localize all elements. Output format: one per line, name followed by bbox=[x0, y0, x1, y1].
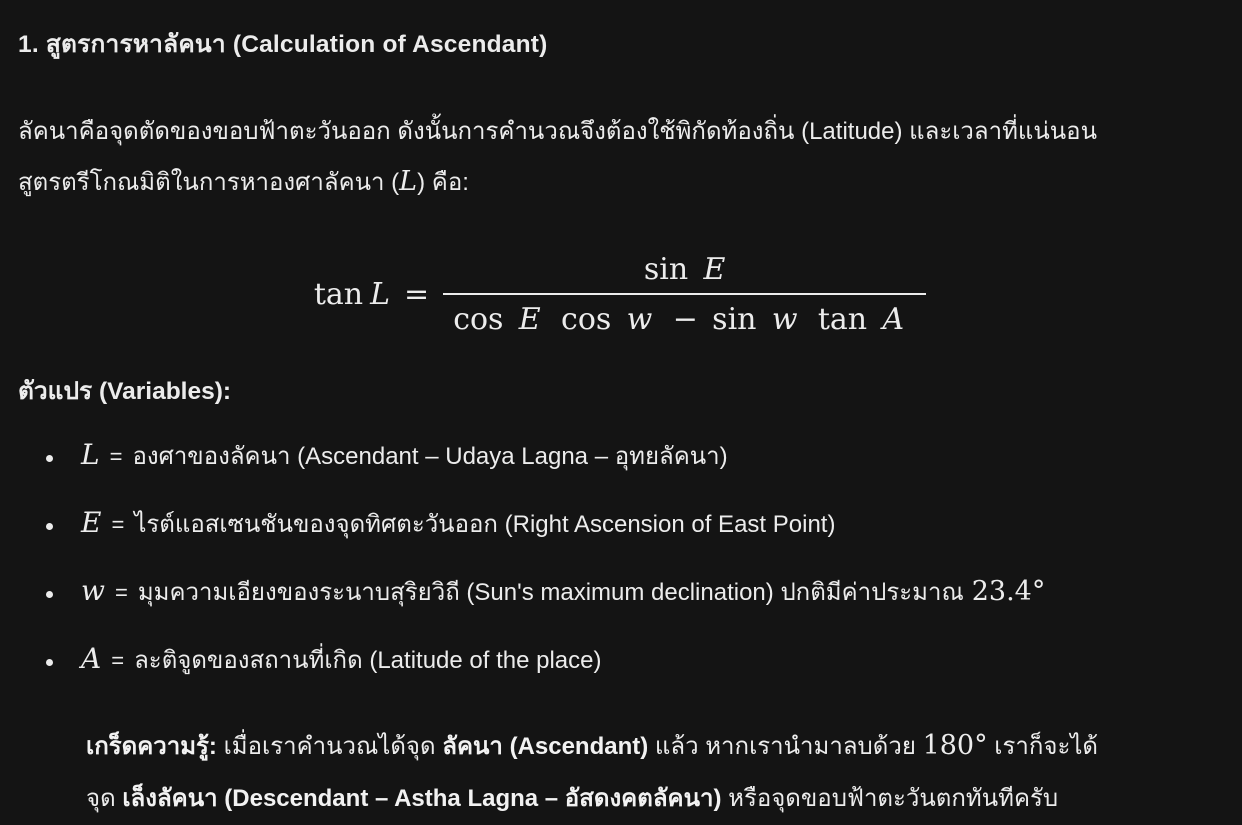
list-item-L bbox=[18, 440, 1222, 472]
note-bold-ascendant: ลัคนา (Ascendant) bbox=[442, 733, 649, 760]
equals-sign: = bbox=[404, 277, 430, 312]
math-fn-cos: cos bbox=[561, 302, 612, 337]
list-item-E bbox=[18, 508, 1222, 540]
math-var-E: E bbox=[518, 302, 541, 337]
variable-description: ละติจูดของสถานที่เกิด (Latitude of the place) bbox=[134, 647, 602, 674]
fraction-denominator bbox=[443, 295, 926, 337]
variable-description: มุมความเอียงของระนาบสุริยวิถี (Sun's maximum declination) ปกติมีค่าประมาณ bbox=[137, 579, 964, 606]
note-text: จุด bbox=[86, 785, 123, 812]
note-text: แล้ว หากเรานำมาลบด้วย bbox=[648, 733, 923, 760]
minus-sign: − bbox=[672, 302, 698, 337]
equals-sign: = bbox=[109, 444, 123, 469]
variables-list bbox=[18, 440, 1222, 676]
variable-description: ไรต์แอสเซนชันของจุดทิศตะวันออก (Right Ascension of East Point) bbox=[134, 511, 836, 538]
math-var-w: w bbox=[626, 302, 653, 337]
fraction bbox=[443, 252, 926, 337]
math-fn-tan: tan bbox=[313, 277, 364, 312]
equals-sign: = bbox=[111, 648, 125, 673]
formula-lhs bbox=[314, 277, 390, 312]
bullet-icon bbox=[46, 523, 53, 530]
math-fn-sin: sin bbox=[643, 252, 689, 287]
math-value-23-4-deg: 23.4° bbox=[971, 576, 1046, 607]
bullet-icon bbox=[46, 455, 53, 462]
math-var-L: L bbox=[81, 438, 100, 471]
note-bold-descendant: เล็งลัคนา (Descendant – Astha Lagna – อัสดงคตลัคนา) bbox=[122, 785, 722, 812]
math-var-w: w bbox=[771, 302, 798, 337]
math-fn-cos: cos bbox=[453, 302, 504, 337]
math-value-180-deg: 180° bbox=[922, 730, 988, 761]
note-label: เกร็ดความรู้: bbox=[86, 733, 217, 760]
list-item-w bbox=[18, 576, 1222, 608]
math-var-A: A bbox=[882, 302, 905, 337]
note-text: เราก็จะได้ bbox=[987, 733, 1098, 760]
list-item-A bbox=[18, 644, 1222, 676]
section-heading: 1. สูตรการหาลัคนา (Calculation of Ascendant) bbox=[18, 31, 548, 58]
intro-line2-suffix: ) คือ: bbox=[417, 169, 469, 196]
math-var-w: w bbox=[81, 574, 105, 607]
intro-line1: ลัคนาคือจุดตัดของขอบฟ้าตะวันออก ดังนั้นการคำนวณจึงต้องใช้พิกัดท้องถิ่น (Latitude) และเวลาที่แน่นอน bbox=[18, 118, 1097, 145]
math-var-L: L bbox=[399, 166, 418, 197]
equals-sign: = bbox=[114, 580, 128, 605]
math-var-A: A bbox=[81, 642, 102, 675]
math-var-E: E bbox=[703, 252, 726, 287]
intro-paragraph bbox=[18, 107, 1222, 208]
math-fn-sin: sin bbox=[712, 302, 757, 337]
equals-sign: = bbox=[111, 512, 125, 537]
variables-heading: ตัวแปร (Variables): bbox=[18, 378, 232, 405]
note-text: หรือจุดขอบฟ้าตะวันตกทันทีครับ bbox=[721, 785, 1059, 812]
ascendant-formula bbox=[18, 252, 1222, 337]
variable-description: องศาของลัคนา (Ascendant – Udaya Lagna – อุทยลัคนา) bbox=[132, 443, 728, 470]
fraction-numerator bbox=[634, 252, 736, 293]
bullet-icon bbox=[46, 659, 53, 666]
math-fn-tan: tan bbox=[817, 302, 868, 337]
intro-line2-prefix: สูตรตรีโกณมิติในการหาองศาลัคนา ( bbox=[18, 169, 400, 196]
bullet-icon bbox=[46, 591, 53, 598]
math-var-E: E bbox=[81, 506, 102, 539]
math-var-L: L bbox=[370, 277, 391, 312]
note-text: เมื่อเราคำนวณได้จุด bbox=[216, 733, 443, 760]
trivia-note bbox=[86, 720, 1216, 825]
